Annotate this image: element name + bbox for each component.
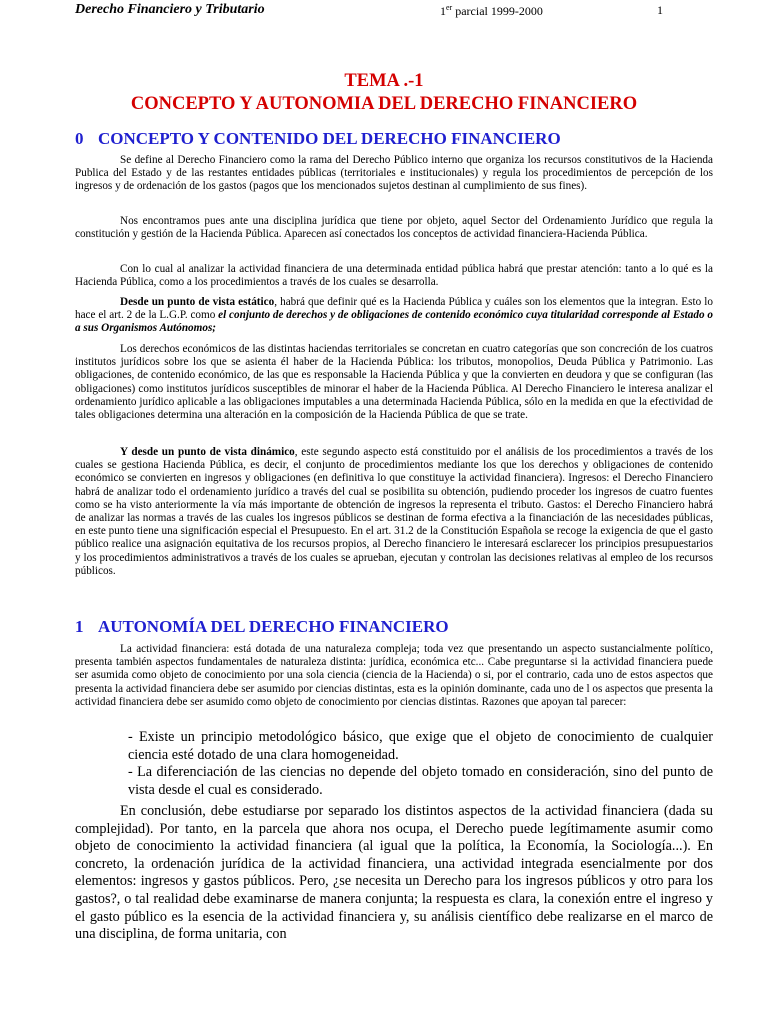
paragraph-dynamic-view [75,446,713,578]
paragraph-object: Nos encontramos pues ante una disciplina jurídica que tiene por objeto, aquel Sector del Ordenamiento Jurídico que regula la constitución y gestión de la Hacienda Pública. Aparecen así conectados los conceptos de actividad financiera-Hacienda Pública. [75,215,713,241]
paragraph-attention: Con lo cual al analizar la actividad financiera de una determinada entidad pública habrá que prestar atención: tanto a lo qué es la Hacienda Pública, como a los procedimientos a través de los cuales se desarrolla. [75,263,713,289]
course-name: Derecho Financiero y Tributario [75,2,265,17]
paragraph-financial-activity: La actividad financiera: está dotada de una naturaleza compleja; toda vez que presentando un aspecto sustancialmente político, presenta también aspectos fundamentales de naturaleza distinta: jurídica, económica etc... Cabe preguntarse si la actividad financiera puede ser asumida como objeto de conocimiento por una sola ciencia (ciencia de la Hacienda) o si, por el contrario, cada uno de estos aspectos que presenta la actividad financiera debe ser asumido por ciencias distintas, esta es la opinión dominante, cada uno de l os aspectos que presenta la actividad financiera debe ser asumido como objeto de conocimiento por ciencias distintas. Razones que apoyan tal parecer: [75,643,713,708]
term-rest: parcial 1999-2000 [452,4,543,18]
term-label [440,3,543,19]
paragraph-static-view [75,296,713,336]
paragraph-definition: Se define al Derecho Financiero como la rama del Derecho Público interno que organiza los recursos constitutivos de la Hacienda Publica del Estado y de las restantes entidades públicas (territoriales e institucionales) y regula los procedimientos de percepción de los ingresos y de ordenación de los gastos (pagos que los mencionados sujetos destinan al cumplimiento de sus fines). [75,154,713,193]
page-number: 1 [657,3,663,17]
static-view-quote: el conjunto de derechos y de obligaciones de contenido económico cuya titularidad corresponde al Estado o a sus Organismos Autónomos; [75,309,713,335]
topic-title: TEMA .-1 [344,71,424,91]
dynamic-view-text: , este segundo aspecto está constituido por el análisis de los procedimientos a través de los cuales se gestiona Hacienda Pública, es decir, el conjunto de procedimientos mediante los que los derechos y obligaciones de contenido económico se convierten en ingresos y obligaciones (en definitiva lo que constituye la actividad financiera). Ingresos: el Derecho Financiero habrá de analizar todo el ordenamiento jurídico a través del cual se posibilita su obtención, pudiendo proceder los ingresos de cuatro fuentes como se ha visto anteriormente la vía más importante de obtención de ingresos la representa el tributo. Gastos: el Derecho Financiero habrá de analizar las normas a través de las cuales los ingresos públicos se destinan de forma efectiva a la financiación de las necesidades públicas, en este punto tiene una significación especial el Presupuesto. En el art. 31.2 de la Constitución Española se recoge la exigencia de que el gasto público realice una asignación equitativa de los recursos propios, al Derecho financiero le interesará esclarecer los principios presupuestarios y los procedimientos administrativos a través de los cuales se aprueban, ejecutan y controlan las decisiones relativas al empleo de los recursos públicos. [75,446,713,577]
term-suffix: er [446,3,453,12]
paragraph-conclusion: En conclusión, debe estudiarse por separado los distintos aspectos de la actividad financiera (dada su complejidad). Por tanto, en la parcela que ahora nos ocupa, el Derecho puede legítimamente asumir como objeto de conocimiento la actividad financiera (al igual que la política, la Economía, la Sociología...). En concreto, la ordenación jurídica de la actividad financiera, una actividad integrada esencialmente por dos elementos: ingresos y gastos públicos. Pero, ¿se necesita un Derecho para los ingresos públicos y otro para los gastos?, o tal realidad debe examinarse de manera conjunta; la respuesta es clara, la conexión entre el ingreso y el gasto público es la esencia de la actividad financiera y, su análisis científico debe realizarse en el marco de una disciplina, de forma unitaria, con [75,803,713,943]
reasons-list [128,729,713,799]
running-header [75,2,675,20]
term-ordinal: 1 [440,4,446,18]
section-number: 0 [75,129,84,148]
section-title: AUTONOMÍA DEL DERECHO FINANCIERO [98,617,449,636]
static-view-text: , habrá que definir qué es la Hacienda Pública y cuáles son los elementos que la integran. Esto lo hace el art. 2 de la L.G.P. como [75,296,713,322]
list-item: - La diferenciación de las ciencias no depende del objeto tomado en consideración, sino del punto de vista desde el cual es considerado. [128,764,713,798]
topic-subtitle: CONCEPTO Y AUTONOMIA DEL DERECHO FINANCIERO [130,94,638,114]
static-view-lead: Desde un punto de vista estático [120,296,275,308]
section-title: CONCEPTO Y CONTENIDO DEL DERECHO FINANCIERO [98,129,561,148]
section-heading-1 [75,617,449,637]
paragraph-economic-rights: Los derechos económicos de las distintas haciendas territoriales se concretan en cuatro categorías que son concreción de los cuatros institutos jurídicos sobre los que se asienta él haber de la Hacienda Pública: los tributos, monopolios, Deuda Pública y Patrimonio. Las obligaciones, de contenido económico, de las que es responsable la Hacienda Pública y que la convierten en deudora y que se configuran (las obligaciones) como institutos jurídicos susceptibles de minorar el haber de la Hacienda Pública. Al Derecho Financiero le interesa analizar el ordenamiento jurídico aplicable a las obligaciones imputables a una determinada Hacienda Pública, sólo en la medida en que la efectividad de tales obligaciones determina una alteración en la composición de la Hacienda Pública de que se trate. [75,343,713,422]
section-number: 1 [75,617,84,636]
list-item: - Existe un principio metodológico básico, que exige que el objeto de conocimiento de cualquier ciencia esté dotado de una clara homogeneidad. [128,729,713,763]
section-heading-0 [75,129,561,149]
dynamic-view-lead: Y desde un punto de vista dinámico [120,446,295,458]
